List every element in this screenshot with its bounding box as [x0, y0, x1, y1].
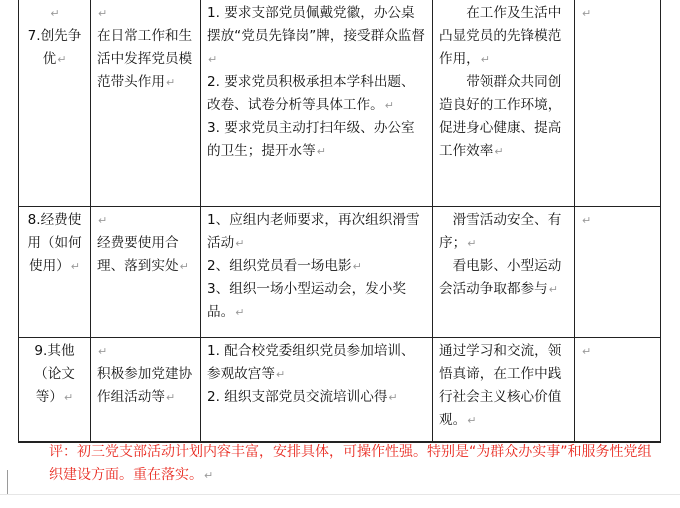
effect-text: 看电影、小型运动会活动争取都参与 — [439, 258, 562, 297]
category-label: 8.经费使用（如何使用） — [27, 212, 82, 274]
paragraph-mark: ↵ — [316, 145, 326, 158]
page-bottom-divider — [0, 494, 680, 495]
paragraph-mark: ↵ — [548, 283, 558, 296]
measure-text: 2、组织党员看一场电影 — [207, 258, 352, 274]
table-row-innovate — [19, 0, 661, 207]
requirement-text: 经费要使用合理、落到实处 — [97, 235, 179, 274]
notes-cell — [575, 207, 661, 338]
category-label: 7.创先争优 — [27, 28, 82, 67]
requirement-text: 在日常工作和生活中发挥党员模范带头作用 — [97, 28, 193, 90]
measure-item — [207, 2, 426, 71]
paragraph-mark: ↵ — [582, 345, 592, 358]
paragraph-mark: ↵ — [70, 260, 80, 273]
paragraph-mark: ↵ — [235, 306, 245, 319]
effect-text: 通过学习和交流，领悟真谛，在工作中践行社会主义核心价值观。 — [439, 343, 562, 428]
effects-cell — [433, 338, 575, 443]
review-comment-text: 评：初三党支部活动计划内容丰富，安排具体，可操作性强。特别是“为群众办实事”和服务性党组织建设方面。重在落实。 — [49, 444, 652, 483]
paragraph-mark: ↵ — [582, 7, 592, 20]
measure-text: 3. 要求党员主动打扫年级、办公室的卫生；提开水等 — [207, 120, 415, 159]
paragraph-mark: ↵ — [57, 53, 67, 66]
effect-text: 滑雪活动安全、有序； — [439, 212, 562, 251]
effects-cell — [433, 0, 575, 207]
category-cell — [19, 207, 91, 338]
measure-item — [207, 278, 426, 324]
effect-item — [439, 71, 568, 163]
requirement-cell — [91, 338, 201, 443]
paragraph-mark: ↵ — [208, 53, 218, 66]
page-margin-marker — [7, 470, 8, 494]
paragraph-mark: ↵ — [179, 260, 189, 273]
paragraph-mark: ↵ — [63, 391, 74, 404]
paragraph-mark: ↵ — [98, 345, 108, 358]
measure-text: 2. 组织支部党员交流培训心得 — [207, 389, 388, 405]
paragraph-mark: ↵ — [275, 368, 286, 381]
paragraph-mark: ↵ — [204, 469, 214, 482]
measure-item — [207, 71, 426, 117]
effect-text: 带领群众共同创造良好的工作环境，促进身心健康、提高工作效率 — [439, 74, 562, 159]
table-row-funding — [19, 207, 661, 338]
measure-item — [207, 340, 426, 386]
category-cell — [19, 338, 91, 443]
paragraph-mark: ↵ — [467, 414, 477, 427]
measures-cell — [201, 207, 433, 338]
measure-item — [207, 386, 426, 409]
effect-text: 在工作及生活中凸显党员的先锋模范作用， — [439, 5, 562, 67]
paragraph-mark: ↵ — [494, 145, 504, 158]
notes-cell — [575, 338, 661, 443]
measure-text: 1. 配合校党委组织党员参加培训、参观故宫等 — [207, 343, 415, 382]
measure-text: 1. 要求支部党员佩戴党徽，办公桌摆放“党员先锋岗”牌，接受群众监督 — [207, 5, 425, 44]
paragraph-mark: ↵ — [467, 237, 477, 250]
activity-plan-table — [18, 0, 661, 443]
notes-cell — [575, 0, 661, 207]
measures-cell — [201, 0, 433, 207]
category-cell — [19, 0, 91, 207]
measure-item — [207, 255, 426, 278]
effect-item — [439, 209, 568, 255]
paragraph-mark: ↵ — [50, 7, 60, 20]
measures-cell — [201, 338, 433, 443]
measure-text: 2. 要求党员积极承担本学科出题、改卷、试卷分析等具体工作。 — [207, 74, 415, 113]
measure-text: 1、应组内老师要求，再次组织滑雪活动 — [207, 212, 420, 251]
review-comment — [49, 441, 659, 487]
measure-text: 3、组织一场小型运动会，发小奖品。 — [207, 281, 406, 320]
requirement-cell — [91, 0, 201, 207]
requirement-cell — [91, 207, 201, 338]
category-label: 9.其他（论文等） — [34, 343, 75, 405]
effect-item — [439, 255, 568, 301]
table-row-other — [19, 338, 661, 443]
effect-item — [439, 2, 568, 71]
paragraph-mark: ↵ — [388, 391, 398, 404]
paragraph-mark: ↵ — [98, 214, 108, 227]
measure-item — [207, 209, 426, 255]
measure-item — [207, 117, 426, 163]
paragraph-mark: ↵ — [235, 237, 245, 250]
paragraph-mark: ↵ — [384, 99, 394, 112]
requirement-text: 积极参加党建协作组活动等 — [97, 366, 193, 405]
paragraph-mark: ↵ — [480, 53, 490, 66]
paragraph-mark: ↵ — [165, 76, 176, 89]
paragraph-mark: ↵ — [582, 214, 592, 227]
effects-cell — [433, 207, 575, 338]
effect-item — [439, 340, 568, 432]
paragraph-mark: ↵ — [165, 391, 176, 404]
paragraph-mark: ↵ — [98, 7, 108, 20]
paragraph-mark: ↵ — [352, 260, 362, 273]
